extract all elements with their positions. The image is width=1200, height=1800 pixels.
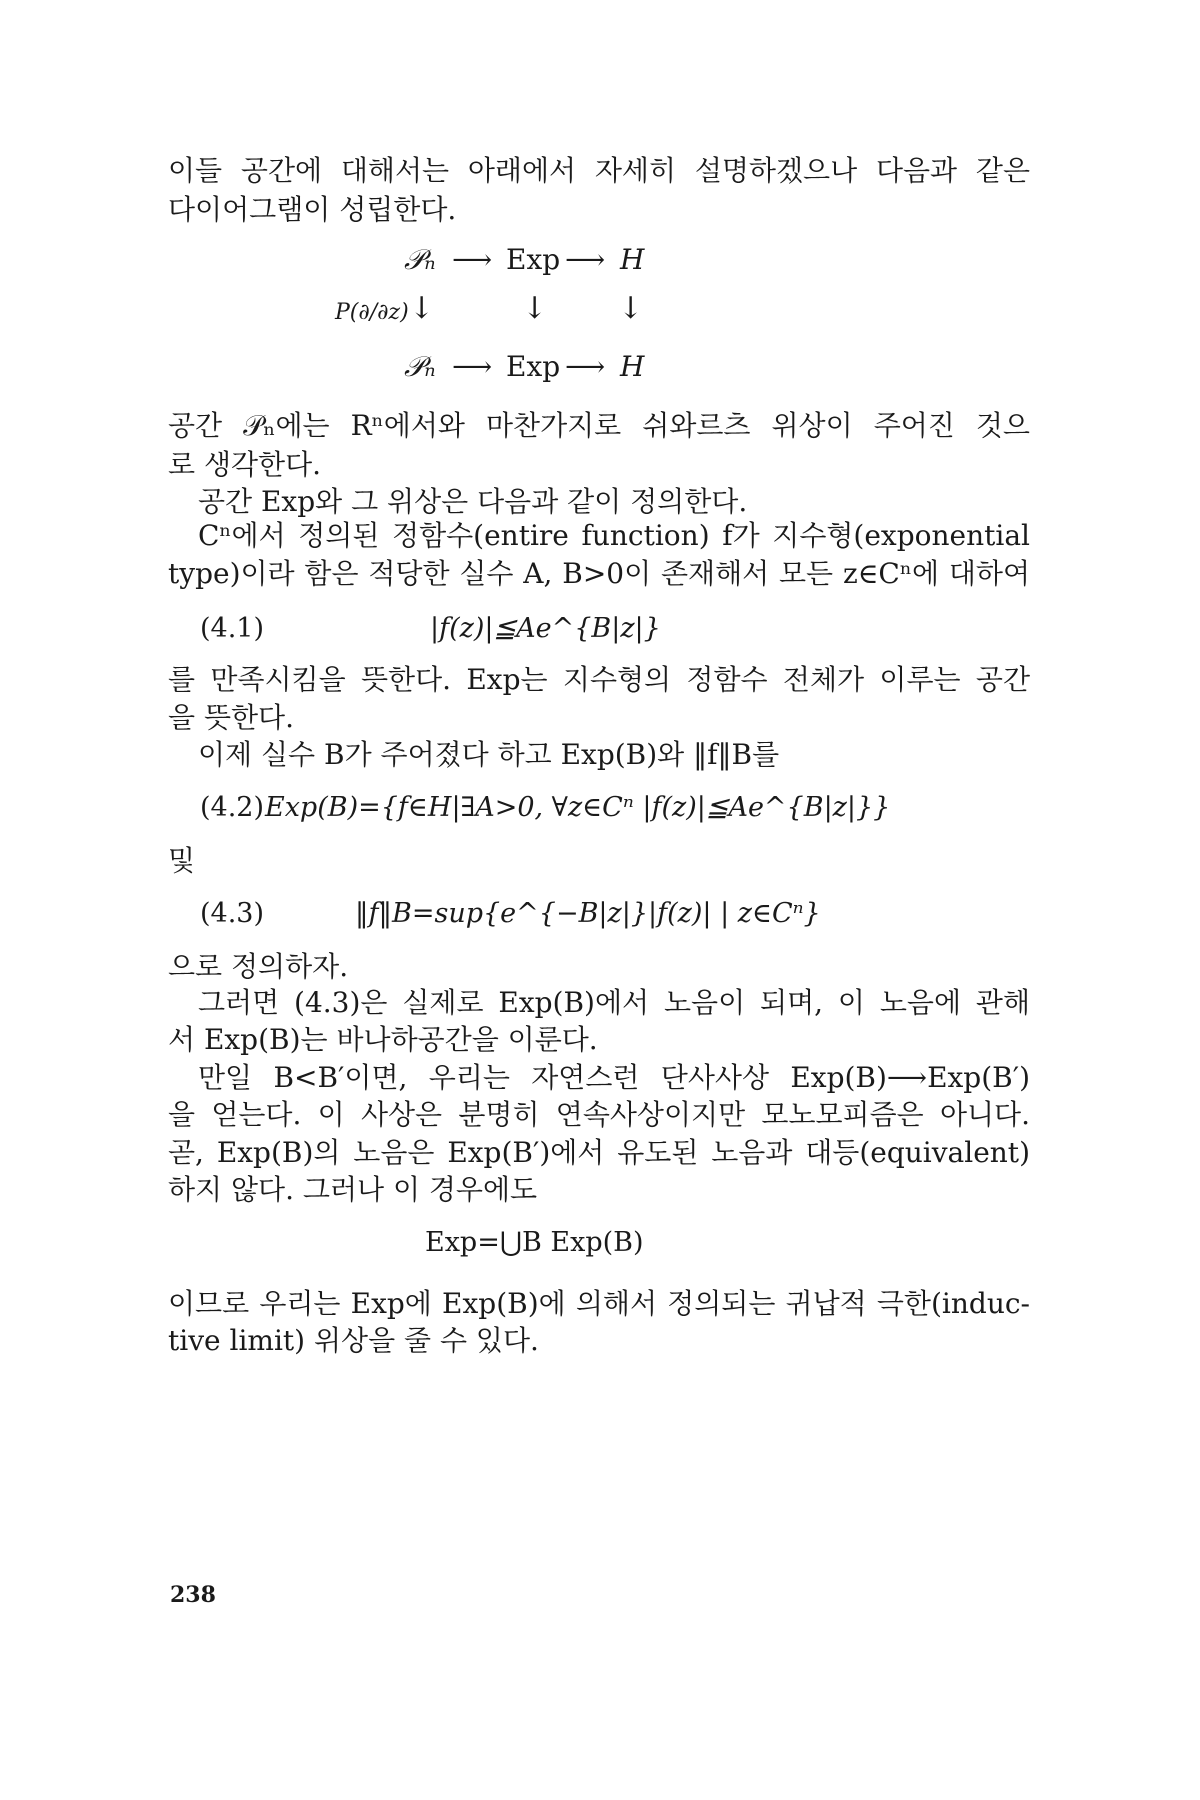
equation-number: (4.1) <box>200 613 265 644</box>
diagram-bottom-right: H <box>620 350 645 383</box>
text-line: 이제 실수 B가 주어졌다 하고 Exp(B)와 ‖f‖B를 <box>198 738 780 771</box>
arrow-right-icon: ⟶ <box>565 243 606 276</box>
text-line: 로 생각한다. <box>168 448 322 481</box>
diagram-left-label: P(∂/∂z) <box>335 300 409 325</box>
page-number: 238 <box>170 1582 216 1608</box>
diagram-top-left: 𝒫ₙ <box>404 243 436 276</box>
text-line: 서 Exp(B)는 바나하공간을 이룬다. <box>168 1023 598 1056</box>
equation: |f(z)|≦Ae^{B|z|} <box>430 613 661 644</box>
diagram-bottom-mid: Exp <box>506 350 561 383</box>
diagram-bottom-left: 𝒫ₙ <box>404 350 436 383</box>
text-line: Cⁿ에서 정의된 정함수(entire function) f가 지수형(exponential <box>198 519 1030 552</box>
text-line: tive limit) 위상을 줄 수 있다. <box>168 1324 539 1357</box>
diagram-top-right: H <box>620 243 645 276</box>
arrow-right-icon: ⟶ <box>452 243 493 276</box>
text-line: 으로 정의하자. <box>168 950 349 983</box>
text-line: 다이어그램이 성립한다. <box>168 193 457 226</box>
text-line: 이들 공간에 대해서는 아래에서 자세히 설명하겠으나 다음과 같은 <box>168 154 1030 187</box>
text-line: 하지 않다. 그러나 이 경우에도 <box>168 1173 538 1206</box>
text-line: 곧, Exp(B)의 노음은 Exp(B′)에서 유도된 노음과 대등(equivalent) <box>168 1136 1030 1169</box>
text-line: 공간 Exp와 그 위상은 다음과 같이 정의한다. <box>198 485 748 518</box>
text-line: type)이라 함은 적당한 실수 A, B>0이 존재해서 모든 z∈Cⁿ에 대하여 <box>168 557 1030 590</box>
text-line: 를 만족시킴을 뜻한다. Exp는 지수형의 정함수 전체가 이루는 공간 <box>168 663 1030 696</box>
arrow-down-icon: ↓ <box>409 291 435 326</box>
equation: ‖f‖B=sup{e^{−B|z|}|f(z)| | z∈Cⁿ} <box>355 898 821 929</box>
diagram-top-mid: Exp <box>506 243 561 276</box>
text-line: 공간 𝒫ₙ에는 Rⁿ에서와 마찬가지로 쉬와르츠 위상이 주어진 것으 <box>168 409 1030 442</box>
text-line: 그러면 (4.3)은 실제로 Exp(B)에서 노음이 되며, 이 노음에 관해 <box>198 986 1030 1019</box>
arrow-right-icon: ⟶ <box>452 350 493 383</box>
arrow-down-icon: ↓ <box>522 291 548 326</box>
text-line: 을 뜻한다. <box>168 701 294 734</box>
equation-number: (4.2) <box>200 792 265 823</box>
equation: Exp=⋃B Exp(B) <box>425 1227 644 1258</box>
text-line: 이므로 우리는 Exp에 Exp(B)에 의해서 정의되는 귀납적 극한(induc- <box>168 1287 1030 1320</box>
arrow-down-icon: ↓ <box>618 291 644 326</box>
equation: Exp(B)={f∈H|∃A>0, ∀z∈Cⁿ |f(z)|≦Ae^{B|z|}} <box>265 792 891 823</box>
text-line: 을 얻는다. 이 사상은 분명히 연속사상이지만 모노모피즘은 아니다. <box>168 1098 1030 1131</box>
equation-number: (4.3) <box>200 898 265 929</box>
text-line: 만일 B<B′이면, 우리는 자연스런 단사사상 Exp(B)⟶Exp(B′) <box>198 1061 1030 1094</box>
arrow-right-icon: ⟶ <box>565 350 606 383</box>
text-line: 및 <box>168 844 196 877</box>
